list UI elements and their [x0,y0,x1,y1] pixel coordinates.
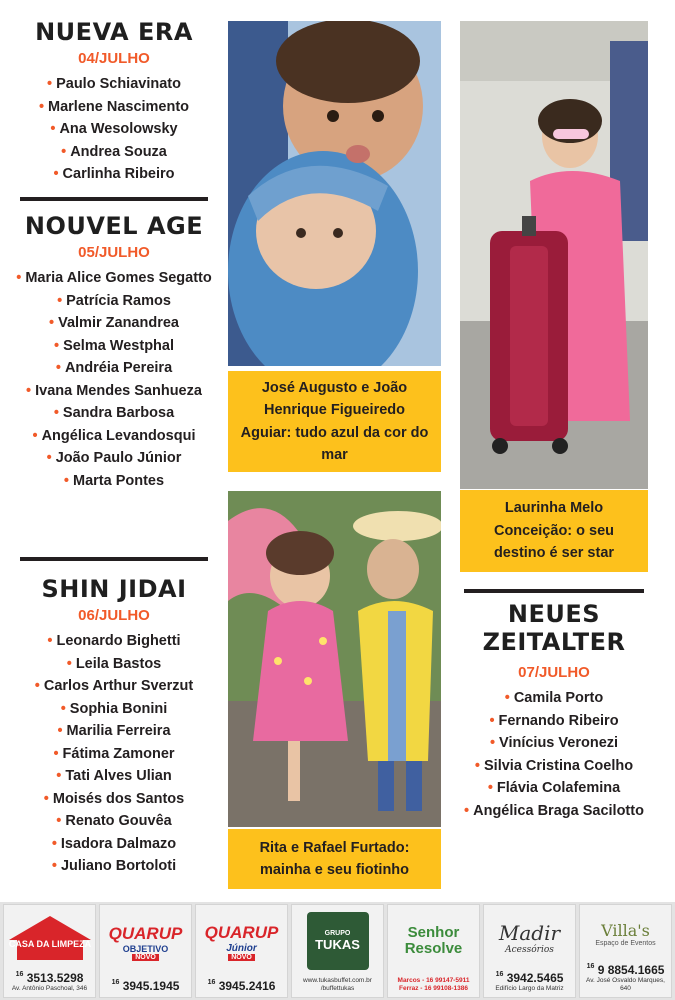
sponsor-social: /buffettukas [320,985,355,992]
bullet-icon: • [487,780,493,796]
person-name: Leonardo Bighetti [56,633,181,649]
sponsor-address: Av. Antônio Paschoal, 346 [11,985,88,992]
tukas-logo: GRUPO TUKAS [292,905,383,977]
bullet-icon: • [56,768,62,784]
person-name: Marlene Nascimento [48,98,190,115]
sponsor-quarup-junior[interactable] [195,904,288,998]
divider [16,197,212,201]
list-item [460,755,648,778]
bullet-icon: • [53,745,59,762]
bullet-icon: • [49,315,55,331]
bullet-icon: • [57,292,63,309]
list-item [16,720,212,743]
caption-couple: Rita e Rafael Furtado: mainha e seu fiotinho [228,829,441,889]
section-title: SHIN JIDAI [41,575,187,603]
bullet-icon: • [34,678,40,694]
bullet-icon: • [53,405,59,421]
list-item [16,312,212,335]
person-name: Fernando Ribeiro [498,712,619,729]
bullet-icon: • [60,700,66,717]
person-name: Ivana Mendes Sanhueza [35,382,202,399]
list-item [16,267,212,290]
bullet-icon: • [47,633,53,649]
girl-photo-illustration [460,21,648,489]
list-item [16,118,212,141]
bullet-icon: • [489,735,496,751]
person-name: Fátima Zamoner [62,745,175,762]
bullet-icon: • [43,790,49,807]
caption-girl: Laurinha Melo Conceição: o seu destino é ser star [460,490,648,572]
bullet-icon: • [47,76,53,92]
sponsor-phone: $^{16}$ 3945.2416 [207,979,276,993]
sponsor-contact-2: Ferraz - 16 99108-1386 [398,985,469,992]
house-logo-icon [4,905,95,971]
list-item [16,653,212,676]
section-title: NUEVA ERA [35,18,193,46]
sponsor-website: www.tukasbuffet.com.br [303,977,372,984]
name-list [460,687,648,822]
person-name: Andrea Souza [70,143,167,160]
sponsor-phone: $^{16}$ 3513.5298 [15,971,84,985]
person-name: Valmir Zanandrea [58,315,179,331]
list-item [16,335,212,358]
bullet-icon: • [504,690,510,706]
list-item [460,732,648,755]
list-item [16,357,212,380]
madir-logo: Madir Acessórios [498,921,561,955]
section-date: 04/JULHO [78,50,150,67]
list-item [16,141,212,164]
person-name: João Paulo Júnior [55,450,182,466]
list-item [16,743,212,766]
list-item [16,675,212,698]
section-nueva-era [16,18,212,186]
person-name: Isadora Dalmazo [60,835,177,852]
sponsor-villas[interactable] [579,904,672,998]
list-item [16,698,212,721]
svg-text:CASA DA LIMPEZA: CASA DA LIMPEZA [8,939,91,949]
person-name: Vinícius Veronezi [499,735,619,751]
list-item [16,470,212,493]
photo-babies [228,21,441,366]
list-item [16,402,212,425]
section-date: 07/JULHO [518,664,590,681]
list-item [16,380,212,403]
sponsor-phone: $^{16}$ 3942.5465 [495,971,564,985]
sponsor-phone: $^{16}$ 9 8854.1665 [586,963,665,977]
list-item [16,630,212,653]
name-list [16,73,212,186]
section-title: NOUVEL AGE [24,212,204,240]
list-item [16,73,212,96]
divider [16,557,212,561]
bullet-icon: • [61,143,67,160]
bullet-icon: • [38,98,45,115]
sponsor-contact-1: Marcos - 16 99147-5911 [397,977,470,984]
bullet-icon: • [56,813,62,829]
list-item [16,788,212,811]
bullet-icon: • [55,360,61,376]
divider [460,589,648,593]
person-name: Marilia Ferreira [66,723,171,739]
person-name: Renato Gouvêa [65,813,172,829]
bullet-icon: • [51,835,57,852]
sponsor-quarup-objetivo[interactable] [99,904,192,998]
person-name: Camila Porto [513,690,604,706]
villas-logo: Villa's Espaço de Eventos [595,921,656,947]
person-name: Carlos Arthur Sverzut [43,678,194,694]
bullet-icon: • [57,723,63,739]
sponsor-address: Edifício Largo da Matriz [495,985,564,992]
person-name: Juliano Bortoloti [60,858,177,874]
sponsor-casa-da-limpeza[interactable] [3,904,96,998]
bullet-icon: • [63,472,69,489]
name-list [16,267,212,492]
person-name: Moisés dos Santos [52,790,185,807]
caption-babies: José Augusto e João Henrique Figueiredo Aguiar: tudo azul da cor do mar [228,371,441,472]
person-name: Maria Alice Gomes Segatto [25,270,212,286]
quarup-junior-logo: QUARUP Júnior NOVO [204,923,279,961]
bullet-icon: • [474,757,480,774]
bullet-icon: • [464,802,470,819]
bullet-icon: • [50,121,56,137]
person-name: Paulo Schiavinato [56,76,181,92]
list-item [460,777,648,800]
person-name: Sandra Barbosa [62,405,175,421]
sponsor-footer [0,902,675,1000]
bullet-icon: • [66,655,72,672]
section-date: 05/JULHO [78,244,150,261]
list-item [16,425,212,448]
sponsor-senhor-resolve[interactable] [387,904,480,998]
person-name: Leila Bastos [75,655,162,672]
person-name: Marta Pontes [73,472,165,489]
bullet-icon: • [46,450,52,466]
list-item [460,710,648,733]
person-name: Selma Westphal [63,337,175,354]
bullet-icon: • [489,712,495,729]
quarup-logo: QUARUP OBJETIVO NOVO [108,923,183,961]
list-item [16,96,212,119]
name-list [16,630,212,878]
person-name: Flávia Colafemina [496,780,621,796]
sponsor-address: Av. José Osvaldo Marques, 640 [586,977,665,992]
list-item [16,163,212,186]
person-name: Patrícia Ramos [66,292,171,309]
list-item [16,290,212,313]
babies-photo-illustration [228,21,441,366]
section-title: NEUES ZEITALTER [482,600,626,656]
bullet-icon: • [53,166,59,182]
list-item [16,855,212,878]
person-name: Sophia Bonini [69,700,168,717]
section-nouvel-age [16,212,212,492]
person-name: Tati Alves Ulian [65,768,172,784]
list-item [16,447,212,470]
section-date: 06/JULHO [78,607,150,624]
senhor-resolve-logo: Senhor Resolve [404,924,463,957]
section-shin-jidai [16,575,212,878]
person-name: Ana Wesolowsky [59,121,178,137]
person-name: Angélica Levandosqui [41,427,196,444]
photo-girl-suitcase [460,21,648,489]
person-name: Andréia Pereira [64,360,173,376]
list-item [16,765,212,788]
photo-couple [228,491,441,827]
sponsor-phone: $^{16}$ 3945.1945 [111,979,180,993]
list-item [16,833,212,856]
sponsor-madir[interactable] [483,904,576,998]
sponsor-tukas[interactable] [291,904,384,998]
list-item [460,800,648,823]
couple-photo-illustration [228,491,441,827]
list-item [16,810,212,833]
list-item [460,687,648,710]
bullet-icon: • [26,382,32,399]
person-name: Silvia Cristina Coelho [484,757,634,774]
person-name: Angélica Braga Sacilotto [473,802,644,819]
bullet-icon: • [16,270,22,286]
bullet-icon: • [53,337,60,354]
bullet-icon: • [51,858,57,874]
person-name: Carlinha Ribeiro [62,166,175,182]
section-neues-zeitalter [460,600,648,822]
bullet-icon: • [32,427,38,444]
